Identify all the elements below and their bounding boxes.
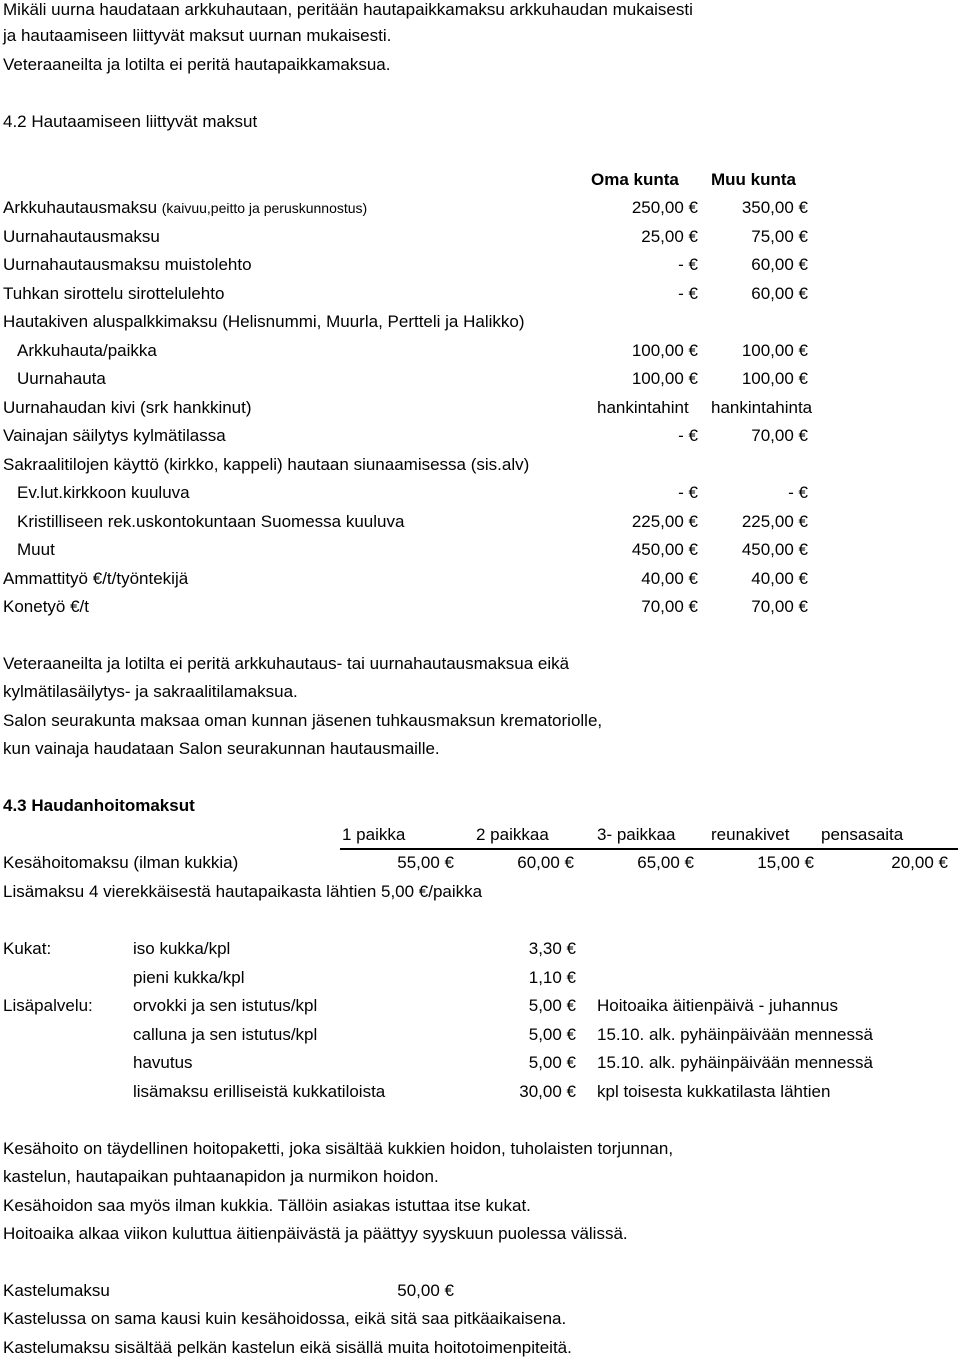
info-line: Kesähoito on täydellinen hoitopaketti, joka sisältää kukkien hoidon, tuholaisten torjunnan, [3, 1139, 674, 1158]
service-price: 5,00 € [528, 1053, 576, 1072]
service-name: iso kukka/kpl [133, 939, 231, 958]
fee-label: Vainajan säilytys kylmätilassa [3, 426, 226, 445]
info-line: Hoitoaika alkaa viikon kuluttua äitienpäivästä ja päättyy syyskuun puolessa välissä. [3, 1224, 628, 1243]
intro-line: Veteraaneilta ja lotilta ei peritä hautapaikkamaksua. [3, 55, 391, 74]
watering-note: Kastelumaksu sisältää pelkän kastelun eikä sisällä muita hoitotoimenpiteitä. [3, 1338, 572, 1357]
service-name: orvokki ja sen istutus/kpl [133, 996, 318, 1015]
summer-price: 55,00 € [397, 853, 454, 872]
fee-value-oma: - € [678, 426, 698, 445]
service-note: 15.10. alk. pyhäinpäivään mennessä [597, 1024, 873, 1044]
fee-value-muu: 450,00 € [741, 540, 808, 559]
note-line: kun vainaja haudataan Salon seurakunnan hautausmaille. [3, 739, 440, 758]
fee-value-oma: - € [678, 283, 698, 303]
column-header-muu-kunta: Muu kunta [711, 170, 796, 189]
fee-label-note: (kaivuu,peitto ja peruskunnostus) [161, 200, 368, 216]
service-name: pieni kukka/kpl [133, 967, 245, 987]
service-note: kpl toisesta kukkatilasta lähtien [597, 1081, 831, 1101]
fee-value-oma: hankintahint [597, 397, 689, 417]
col-header: reunakivet [711, 825, 790, 844]
summer-price: 65,00 € [637, 853, 694, 872]
col-header: 2 paikkaa [476, 825, 549, 844]
watering-note: Kastelussa on sama kausi kuin kesähoidossa, eikä sitä saa pitkäaikaisena. [3, 1309, 567, 1328]
summer-price: 15,00 € [757, 853, 814, 872]
fee-label: Hautakiven aluspalkkimaksu (Helisnummi, Muurla, Pertteli ja Halikko) [3, 312, 525, 331]
divider [340, 848, 958, 850]
service-price: 5,00 € [528, 996, 576, 1015]
service-note: Hoitoaika äitienpäivä - juhannus [597, 996, 838, 1015]
col-header: pensasaita [821, 825, 904, 844]
fee-label: Ev.lut.kirkkoon kuuluva [17, 483, 190, 502]
col-header: 3- paikkaa [597, 825, 676, 844]
note-line: kylmätilasäilytys- ja sakraalitilamaksua. [3, 682, 298, 701]
fee-value-muu: 225,00 € [741, 511, 808, 531]
fee-value-muu: 100,00 € [741, 369, 808, 388]
fee-value-oma: - € [678, 255, 698, 274]
col-header: 1 paikka [342, 825, 406, 844]
fee-value-oma: 100,00 € [631, 369, 698, 388]
service-price: 5,00 € [528, 1024, 576, 1044]
fee-label: Konetyö €/t [3, 597, 90, 616]
section-heading: 4.3 Haudanhoitomaksut [3, 796, 195, 815]
fee-label: Uurnahaudan kivi (srk hankkinut) [3, 397, 252, 417]
watering-price: 50,00 € [397, 1281, 454, 1300]
service-name: havutus [133, 1053, 193, 1072]
service-note: 15.10. alk. pyhäinpäivään mennessä [597, 1053, 873, 1072]
fee-value-muu: 70,00 € [751, 426, 808, 445]
fee-value-oma: 70,00 € [641, 597, 698, 616]
note-line: Veteraaneilta ja lotilta ei peritä arkkuhautaus- tai uurnahautausmaksua eikä [3, 654, 570, 673]
note-line: Salon seurakunta maksaa oman kunnan jäsenen tuhkausmaksun krematoriolle, [3, 711, 603, 730]
fee-label: Kristilliseen rek.uskontokuntaan Suomessa kuuluva [17, 511, 405, 531]
intro-line: Mikäli uurna haudataan arkkuhautaan, peritään hautapaikkamaksu arkkuhaudan mukaisesti [3, 0, 693, 19]
service-category: Lisäpalvelu: [3, 996, 93, 1015]
extra-fee-line: Lisämaksu 4 vierekkäisestä hautapaikasta lähtien 5,00 €/paikka [3, 882, 483, 901]
summer-price: 20,00 € [891, 853, 948, 872]
fee-label: Muut [17, 540, 55, 559]
fee-label: Uurnahautausmaksu muistolehto [3, 255, 252, 274]
fee-label: Sakraalitilojen käyttö (kirkko, kappeli) hautaan siunaamisessa (sis.alv) [3, 454, 530, 474]
service-price: 3,30 € [528, 939, 576, 958]
fee-value-oma: 25,00 € [641, 226, 698, 246]
service-price: 30,00 € [519, 1081, 576, 1101]
fee-value-muu: 70,00 € [751, 597, 808, 616]
fee-value-oma: 450,00 € [631, 540, 698, 559]
fee-label: Uurnahautausmaksu [3, 226, 160, 246]
fee-value-oma: 225,00 € [631, 511, 698, 531]
fee-value-oma: 250,00 € [631, 198, 698, 217]
fee-value-muu: 100,00 € [741, 340, 808, 360]
fee-label: Arkkuhautausmaksu (kaivuu,peitto ja peruskunnostus) [3, 198, 368, 217]
fee-label: Uurnahauta [17, 369, 106, 388]
fee-value-muu: 60,00 € [751, 283, 808, 303]
fee-value-muu: 75,00 € [751, 226, 808, 246]
fee-value-muu: 40,00 € [751, 568, 808, 588]
fee-label: Arkkuhauta/paikka [17, 340, 157, 360]
intro-line: ja hautaamiseen liittyvät maksut uurnan mukaisesti. [3, 26, 392, 45]
info-line: kastelun, hautapaikan puhtaanapidon ja nurmikon hoidon. [3, 1167, 439, 1186]
service-name: lisämaksu erilliseistä kukkatiloista [133, 1081, 386, 1101]
fee-label: Tuhkan sirottelu sirottelulehto [3, 283, 225, 303]
section-heading: 4.2 Hautaamiseen liittyvät maksut [3, 112, 258, 131]
column-header-oma-kunta: Oma kunta [591, 170, 679, 189]
fee-value-muu: hankintahinta [711, 397, 813, 417]
fee-value-oma: 40,00 € [641, 568, 698, 588]
fee-value-muu: 60,00 € [751, 255, 808, 274]
fee-label: Ammattityö €/t/työntekijä [3, 568, 189, 588]
service-category: Kukat: [3, 939, 52, 958]
service-name: calluna ja sen istutus/kpl [133, 1024, 318, 1044]
fee-value-muu: - € [788, 483, 808, 502]
summer-price: 60,00 € [517, 853, 574, 872]
watering-label: Kastelumaksu [3, 1281, 110, 1300]
info-line: Kesähoidon saa myös ilman kukkia. Tällöin asiakas istuttaa itse kukat. [3, 1196, 531, 1215]
fee-value-oma: 100,00 € [631, 340, 698, 360]
summer-care-label: Kesähoitomaksu (ilman kukkia) [3, 853, 239, 872]
fee-value-muu: 350,00 € [741, 198, 808, 217]
fee-value-oma: - € [678, 483, 698, 502]
service-price: 1,10 € [528, 967, 576, 987]
